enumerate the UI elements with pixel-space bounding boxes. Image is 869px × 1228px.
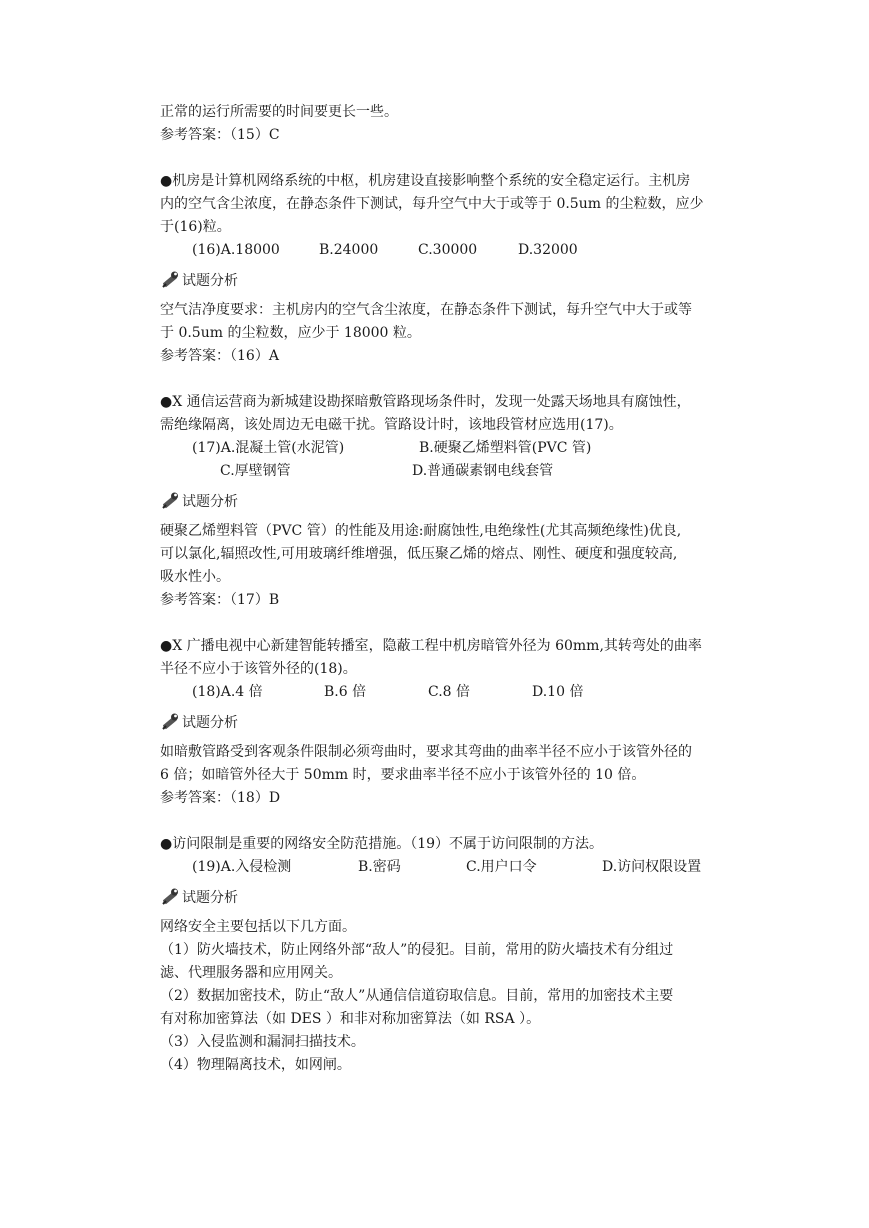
analysis-line: （3）入侵监测和漏洞扫描技术。 [160, 1034, 365, 1050]
question-line: ●X 通信运营商为新城建设勘探暗敷管路现场条件时，发现一处露天场地具有腐蚀性， [160, 394, 691, 410]
text-line: 正常的运行所需要的时间要更长一些。 [160, 104, 398, 120]
analysis-heading [160, 489, 750, 512]
analysis-line: 于 0.5um 的尘粒数，应少于 18000 粒。 [160, 325, 421, 341]
wrench-icon [160, 491, 180, 511]
question-line: 半径不应小于该管外径的(18)。 [160, 661, 357, 677]
analysis-line: 可以氯化,辐照改性,可用玻璃纤维增强，低压聚乙烯的熔点、刚性、硬度和强度较高, [160, 546, 678, 562]
analysis-text [160, 520, 750, 589]
option-d: D.32000 [518, 242, 578, 258]
option-c: C.30000 [418, 242, 478, 258]
analysis-text [160, 299, 750, 345]
option-d: D.普通碳素钢电线套管 [412, 463, 554, 479]
analysis-line: 吸水性小。 [160, 569, 230, 585]
analysis-heading [160, 885, 750, 908]
question-line: ●机房是计算机网络系统的中枢，机房建设直接影响整个系统的安全稳定运行。主机房 [160, 173, 691, 189]
option-b: B.6 倍 [324, 684, 367, 700]
analysis-label: 试题分析 [182, 272, 238, 289]
options-row [160, 437, 750, 460]
analysis-line: 滤、代理服务器和应用网关。 [160, 965, 342, 981]
option-b: B.24000 [319, 242, 379, 258]
question-line: ●X 广播电视中心新建智能转播室，隐蔽工程中机房暗管外径为 60mm,其转弯处的曲率 [160, 638, 702, 654]
analysis-line: 空气洁净度要求：主机房内的空气含尘浓度，在静态条件下测试，每升空气中大于或等 [160, 302, 692, 318]
wrench-icon [160, 887, 180, 907]
option-c: C.用户口令 [466, 859, 537, 875]
analysis-line: 网络安全主要包括以下几方面。 [160, 919, 356, 935]
analysis-line: 硬聚乙烯塑料管（PVC 管）的性能及用途:耐腐蚀性,电绝缘性(尤其高频绝缘性)优良, [160, 523, 682, 539]
wrench-icon [160, 270, 180, 290]
options-row [160, 239, 750, 262]
analysis-line: 6 倍；如暗管外径大于 50mm 时，要求曲率半径不应小于该管外径的 10 倍。 [160, 767, 646, 783]
analysis-label: 试题分析 [182, 889, 238, 906]
analysis-text [160, 916, 750, 1077]
question-line: 内的空气含尘浓度，在静态条件下测试，每升空气中大于或等于 0.5um 的尘粒数，应少 [160, 196, 704, 212]
option-b: B.密码 [358, 859, 401, 875]
option-c: C.厚壁钢管 [220, 463, 291, 479]
options-row [160, 681, 750, 704]
options-row [160, 856, 750, 879]
analysis-line: 有对称加密算法（如 DES ）和非对称加密算法（如 RSA ）。 [160, 1011, 541, 1027]
question-17 [160, 391, 750, 612]
analysis-line: 如暗敷管路受到客观条件限制必须弯曲时，要求其弯曲的曲率半径不应小于该管外径的 [160, 744, 692, 760]
options-row [160, 460, 750, 483]
document-page [160, 101, 750, 1077]
question-18 [160, 635, 750, 810]
analysis-line: （1）防火墙技术，防止网络外部“敌人”的侵犯。目前，常用的防火墙技术有分组过 [160, 942, 674, 958]
option-d: D.10 倍 [532, 684, 584, 700]
analysis-line: （4）物理隔离技术，如网闸。 [160, 1057, 351, 1073]
option-a: (17)A.混凝土管(水泥管) [192, 440, 345, 456]
analysis-label: 试题分析 [182, 714, 238, 731]
answer-line: 参考答案：（16）A [160, 348, 279, 364]
wrench-icon [160, 712, 180, 732]
option-c: C.8 倍 [428, 684, 471, 700]
answer-line: 参考答案：（17）B [160, 592, 280, 608]
option-a: (16)A.18000 [192, 242, 280, 258]
answer-line: 参考答案：（18）D [160, 790, 281, 806]
analysis-heading [160, 268, 750, 291]
analysis-text [160, 741, 750, 787]
option-a: (18)A.4 倍 [192, 684, 263, 700]
analysis-line: （2）数据加密技术，防止“敌人”从通信信道窃取信息。目前，常用的加密技术主要 [160, 988, 674, 1004]
question-line: 于(16)粒。 [160, 219, 231, 235]
option-b: B.硬聚乙烯塑料管(PVC 管) [419, 440, 592, 456]
analysis-label: 试题分析 [182, 493, 238, 510]
answer-line: 参考答案：（15）C [160, 127, 280, 143]
question-line: 需绝缘隔离，该处周边无电磁干扰。管路设计时，该地段管材应选用(17)。 [160, 417, 623, 433]
question-line: ●访问限制是重要的网络安全防范措施。（19）不属于访问限制的方法。 [160, 836, 604, 852]
option-d: D.访问权限设置 [602, 859, 702, 875]
analysis-heading [160, 710, 750, 733]
question-16 [160, 170, 750, 368]
question-19 [160, 833, 750, 1077]
option-a: (19)A.入侵检测 [192, 859, 292, 875]
